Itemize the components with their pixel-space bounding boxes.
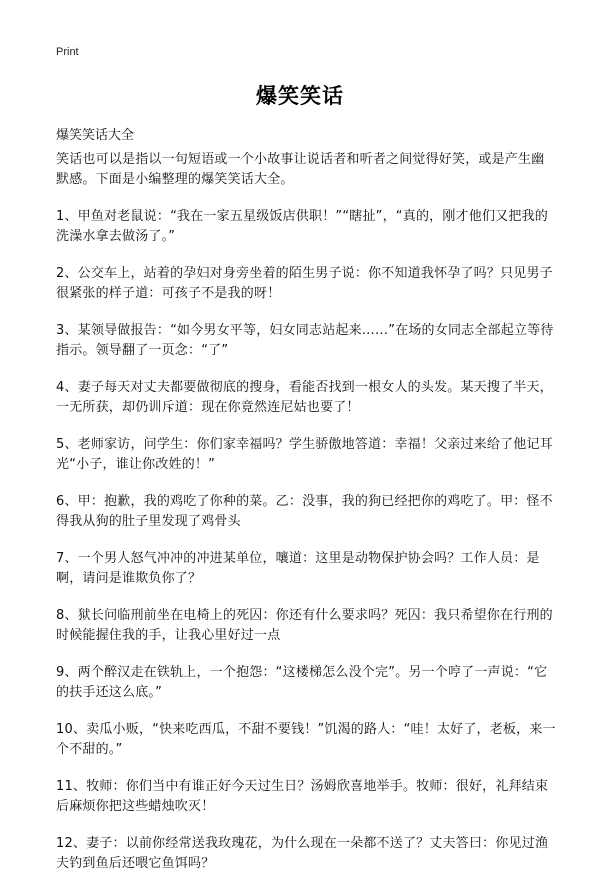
joke-paragraph-10: 10、卖瓜小贩，“快来吃西瓜，不甜不要钱！”饥渴的路人：“哇！太好了，老板，来一个不甜的。” [56, 722, 556, 757]
joke-paragraph-11: 11、牧师：你们当中有谁正好今天过生日？汤姆欣喜地举手。牧师：很好，礼拜结束后麻烦你把这些蜡烛吹灭！ [56, 779, 549, 814]
article-body [56, 150, 556, 891]
joke-paragraph-8: 8、狱长问临刑前坐在电椅上的死囚：你还有什么要求吗？死囚：我只希望你在行刑的时候能握住我的手，让我心里好过一点 [56, 608, 553, 643]
intro-paragraph: 笑话也可以是指以一句短语或一个小故事让说话者和听者之间觉得好笑，或是产生幽默感。下面是小编整理的爆笑笑话大全。 [56, 152, 545, 187]
article-subtitle: 爆笑笑话大全 [56, 128, 135, 143]
joke-paragraph-7: 7、一个男人怒气冲冲的冲进某单位，嚷道：这里是动物保护协会吗？工作人员：是啊，请问是谁欺负你了？ [56, 551, 540, 586]
joke-paragraph-4: 4、妻子每天对丈夫都要做彻底的搜身，看能否找到一根女人的头发。某天搜了半天，一无所获，却仍训斥道：现在你竟然连尼姑也要了！ [56, 380, 553, 415]
joke-paragraph-3: 3、某领导做报告：“如今男女平等，妇女同志站起来……”在场的女同志全部起立等待指示。领导翻了一页念：“了” [56, 323, 554, 358]
print-link[interactable]: Print [56, 46, 79, 58]
page-title: 爆笑笑话 [256, 84, 344, 108]
joke-paragraph-2: 2、公交车上，站着的孕妇对身旁坐着的陌生男子说：你不知道我怀孕了吗？只见男子很紧张的样子道：可孩子不是我的呀！ [56, 266, 553, 301]
joke-paragraph-1: 1、甲鱼对老鼠说：“我在一家五星级饭店供职！”“瞎扯”，“真的，刚才他们又把我的洗澡水拿去做汤了。” [56, 209, 548, 244]
joke-paragraph-6: 6、甲：抱歉，我的鸡吃了你种的菜。乙：没事，我的狗已经把你的鸡吃了。甲：怪不得我从狗的肚子里发现了鸡骨头 [56, 494, 553, 529]
joke-paragraph-5: 5、老师家访，问学生：你们家幸福吗？学生骄傲地答道：幸福！父亲过来给了他记耳光“小子，谁让你改姓的！” [56, 437, 553, 472]
joke-paragraph-12: 12、妻子：以前你经常送我玫瑰花，为什么现在一朵都不送了？丈夫答曰：你见过渔夫钓到鱼后还喂它鱼饵吗？ [56, 836, 549, 871]
joke-paragraph-9: 9、两个醉汉走在铁轨上，一个抱怨：“这楼梯怎么没个完”。另一个哼了一声说：“它的扶手还这么底。” [56, 665, 548, 700]
